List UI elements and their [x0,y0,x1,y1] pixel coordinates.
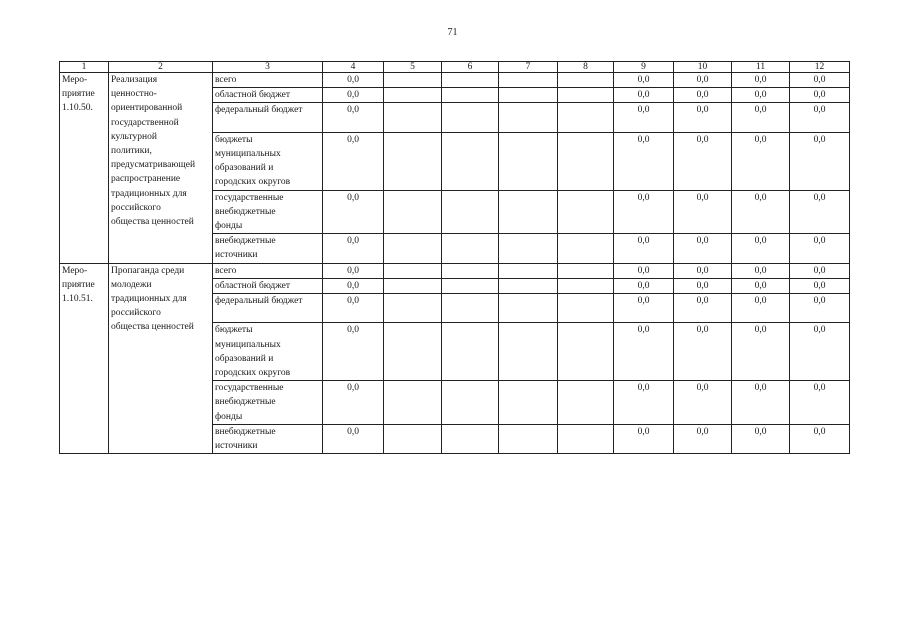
measure-label [60,263,109,454]
value-cell [558,73,614,88]
funding-source-line: государственные [215,383,284,394]
value-cell: 0,0 [614,381,674,425]
funding-source-line: образований и [215,163,274,174]
header-cell: 7 [499,62,558,73]
value-cell [558,132,614,190]
measure-name-line: политики, [111,146,152,157]
value-cell: 0,0 [674,103,732,132]
value-cell: 0,0 [614,294,674,323]
value-cell [384,73,442,88]
measure-name [109,263,213,454]
value-cell: 0,0 [674,190,732,234]
header-cell: 3 [213,62,323,73]
value-cell: 0,0 [614,424,674,453]
measure-name-line: общества ценностей [111,322,194,333]
value-cell [442,294,499,323]
value-cell: 0,0 [674,424,732,453]
funding-source [213,190,323,234]
value-cell: 0,0 [323,73,384,88]
value-cell: 0,0 [323,424,384,453]
funding-source-line: бюджеты [215,325,253,336]
value-cell: 0,0 [790,88,850,103]
value-cell [442,424,499,453]
value-cell [558,88,614,103]
value-cell [384,323,442,381]
measure-name-line: Пропаганда среди [111,265,185,276]
funding-source [213,294,323,323]
value-cell [558,103,614,132]
measure-label-line: 1.10.51. [62,294,93,305]
funding-source [213,73,323,88]
value-cell: 0,0 [674,73,732,88]
value-cell: 0,0 [790,132,850,190]
funding-source-line: фонды [215,411,243,422]
funding-source-line: внебюджетные [215,206,276,217]
funding-source [213,263,323,278]
funding-source [213,103,323,132]
value-cell: 0,0 [614,73,674,88]
header-cell: 11 [732,62,790,73]
funding-source [213,88,323,103]
value-cell: 0,0 [732,424,790,453]
value-cell: 0,0 [674,234,732,263]
value-cell [384,88,442,103]
value-cell: 0,0 [790,73,850,88]
header-cell: 1 [60,62,109,73]
header-cell: 9 [614,62,674,73]
value-cell [499,103,558,132]
measure-label-line: приятие [62,89,95,100]
value-cell: 0,0 [790,323,850,381]
value-cell: 0,0 [614,278,674,293]
value-cell: 0,0 [614,190,674,234]
value-cell: 0,0 [614,234,674,263]
page-number: 71 [447,27,458,38]
value-cell: 0,0 [323,190,384,234]
value-cell [384,424,442,453]
value-cell: 0,0 [732,294,790,323]
header-row [60,62,850,73]
value-cell: 0,0 [323,278,384,293]
value-cell: 0,0 [323,88,384,103]
funding-source-line: городских округов [215,368,291,379]
value-cell [442,190,499,234]
table-row [60,73,850,88]
value-cell [384,381,442,425]
funding-source [213,132,323,190]
measure-name-line: российского [111,308,161,319]
value-cell: 0,0 [323,263,384,278]
funding-source [213,323,323,381]
measure-name-line: молодежи [111,279,152,290]
value-cell [558,381,614,425]
funding-source-line: источники [215,441,258,452]
value-cell: 0,0 [674,294,732,323]
value-cell [384,190,442,234]
funding-source [213,278,323,293]
measure-name [109,73,213,264]
measure-name-line: Реализация [111,75,158,85]
value-cell [384,278,442,293]
funding-source-line: муниципальных [215,339,281,350]
value-cell [384,132,442,190]
table-row [60,263,850,278]
value-cell [499,278,558,293]
value-cell: 0,0 [790,424,850,453]
value-cell [499,88,558,103]
funding-source-line: всего [215,75,237,85]
value-cell: 0,0 [732,381,790,425]
measure-label-line: Меро- [62,265,88,276]
value-cell [558,294,614,323]
value-cell: 0,0 [790,190,850,234]
value-cell: 0,0 [323,132,384,190]
funding-source [213,424,323,453]
measure-name-line: государственной [111,117,179,128]
value-cell [384,263,442,278]
value-cell: 0,0 [614,88,674,103]
value-cell [442,381,499,425]
measure-name-line: распространение [111,174,181,185]
funding-source-line: областной бюджет [215,90,291,101]
value-cell: 0,0 [790,234,850,263]
measure-name-line: традиционных для [111,188,187,199]
measure-name-line: традиционных для [111,294,187,305]
value-cell: 0,0 [790,294,850,323]
value-cell [384,234,442,263]
value-cell [442,103,499,132]
budget-table [59,61,850,454]
funding-source-line: фонды [215,221,243,232]
measure-name-line: ориентированной [111,103,183,114]
value-cell [499,263,558,278]
header-cell: 6 [442,62,499,73]
value-cell: 0,0 [732,88,790,103]
measure-label-line: Меро- [62,75,88,85]
value-cell: 0,0 [323,234,384,263]
measure-name-line: ценностно- [111,89,157,100]
value-cell: 0,0 [674,132,732,190]
value-cell: 0,0 [790,381,850,425]
value-cell: 0,0 [674,278,732,293]
measure-name-line: общества ценностей [111,217,194,228]
value-cell [558,323,614,381]
value-cell [384,294,442,323]
value-cell [442,132,499,190]
value-cell [442,263,499,278]
value-cell [558,234,614,263]
funding-source-line: городских округов [215,177,291,188]
measure-label-line: приятие [62,279,95,290]
funding-source-line: федеральный бюджет [215,105,303,116]
header-cell: 2 [109,62,213,73]
value-cell: 0,0 [790,103,850,132]
value-cell [442,73,499,88]
funding-source-line: внебюджетные [215,397,276,408]
funding-source-line: государственные [215,192,284,203]
value-cell [499,294,558,323]
funding-source-line [215,308,320,322]
funding-source-line: муниципальных [215,149,281,160]
value-cell: 0,0 [732,323,790,381]
value-cell [558,190,614,234]
value-cell [442,278,499,293]
value-cell [499,381,558,425]
value-cell: 0,0 [614,263,674,278]
value-cell: 0,0 [732,73,790,88]
value-cell: 0,0 [790,263,850,278]
funding-source-line: источники [215,250,258,261]
value-cell: 0,0 [674,263,732,278]
value-cell [442,323,499,381]
measure-label-line: 1.10.50. [62,103,93,114]
value-cell [558,424,614,453]
measure-name-line: российского [111,202,161,213]
funding-source-line: всего [215,265,237,276]
value-cell: 0,0 [732,190,790,234]
value-cell: 0,0 [732,103,790,132]
value-cell: 0,0 [614,103,674,132]
header-cell: 10 [674,62,732,73]
funding-source [213,381,323,425]
funding-source-line: образований и [215,353,274,364]
value-cell [499,132,558,190]
value-cell [499,73,558,88]
funding-source-line: областной бюджет [215,280,291,291]
value-cell: 0,0 [674,381,732,425]
value-cell: 0,0 [790,278,850,293]
value-cell: 0,0 [732,132,790,190]
funding-source [213,234,323,263]
value-cell: 0,0 [614,323,674,381]
funding-source-line: внебюджетные [215,426,276,437]
value-cell [499,234,558,263]
value-cell [499,424,558,453]
measure-name-line: культурной [111,131,157,142]
value-cell [558,278,614,293]
value-cell [558,263,614,278]
header-cell: 5 [384,62,442,73]
value-cell [499,190,558,234]
funding-source-line: федеральный бюджет [215,296,303,307]
value-cell [499,323,558,381]
header-cell: 8 [558,62,614,73]
value-cell: 0,0 [323,381,384,425]
value-cell: 0,0 [732,263,790,278]
value-cell: 0,0 [323,294,384,323]
value-cell: 0,0 [674,88,732,103]
value-cell: 0,0 [674,323,732,381]
header-cell: 4 [323,62,384,73]
measure-label [60,73,109,264]
funding-source-line [215,118,320,132]
value-cell: 0,0 [732,278,790,293]
value-cell: 0,0 [323,103,384,132]
value-cell [442,88,499,103]
value-cell [384,103,442,132]
funding-source-line: бюджеты [215,134,253,145]
value-cell: 0,0 [323,323,384,381]
value-cell: 0,0 [614,132,674,190]
value-cell: 0,0 [732,234,790,263]
header-cell: 12 [790,62,850,73]
measure-name-line: предусматривающей [111,160,196,171]
funding-source-line: внебюджетные [215,236,276,247]
value-cell [442,234,499,263]
